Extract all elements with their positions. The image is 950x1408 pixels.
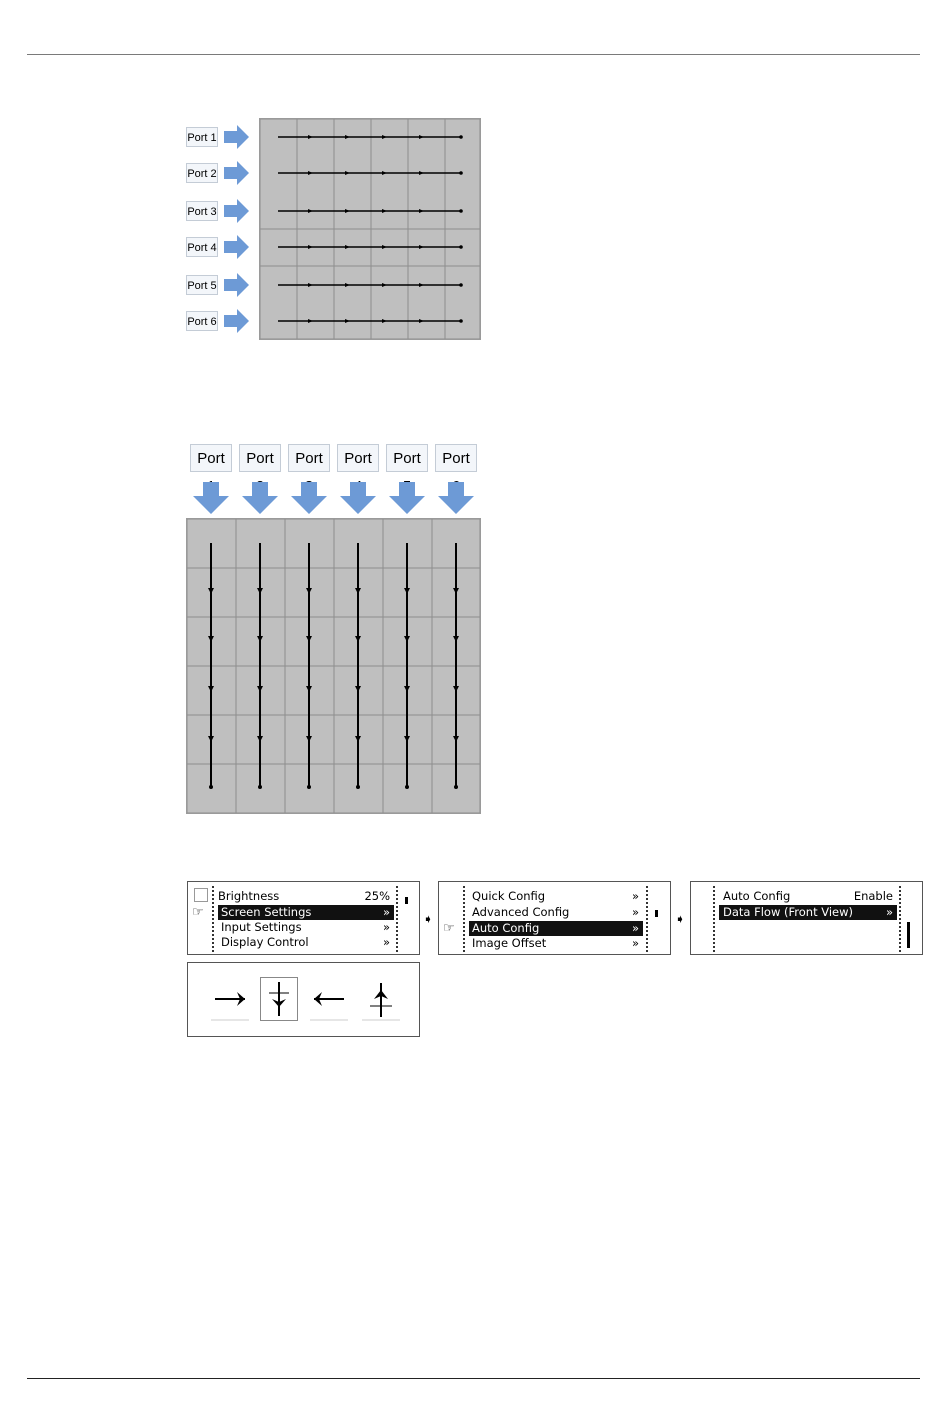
flow-end-dot <box>454 785 458 789</box>
port-label: Port 4 <box>186 237 218 257</box>
flow-arrowhead <box>308 245 313 249</box>
flow-arrowhead <box>345 283 350 287</box>
port-label: Port <box>288 444 330 472</box>
footer-rule <box>27 1378 920 1379</box>
flow-arrowhead <box>404 588 410 594</box>
flow-arrowhead <box>419 135 424 139</box>
flow-arrowhead <box>355 588 361 594</box>
flow-arrowhead <box>306 686 312 692</box>
flow-arrowhead <box>345 319 350 323</box>
flow-arrowhead <box>308 135 313 139</box>
menu-item-label: Quick Config <box>472 889 546 903</box>
right-dotted-border <box>899 886 901 952</box>
blue-down-arrow-icon <box>340 482 376 519</box>
right-arrow-icon[interactable] <box>211 977 249 1021</box>
flow-end-dot <box>307 785 311 789</box>
menu-item-value: Enable <box>853 889 893 903</box>
right-triangle-arrow-icon: ➧ <box>675 912 686 926</box>
blue-right-arrow-icon <box>224 125 250 154</box>
menu-item-value: 25% <box>364 889 390 903</box>
menu-item-label: Display Control <box>221 935 309 949</box>
chevron-right-icon: » <box>885 905 893 919</box>
flow-arrowhead <box>257 588 263 594</box>
menu-item-input-settings[interactable] <box>218 920 394 935</box>
port-label: Port 6 <box>186 311 218 331</box>
data-flow-direction-panel <box>187 962 420 1037</box>
menu-item-auto-config-enable[interactable] <box>719 889 897 904</box>
right-triangle-arrow-icon: ➧ <box>423 912 434 926</box>
flow-arrowhead <box>419 171 424 175</box>
menu-item-display-control[interactable] <box>218 935 394 950</box>
flow-arrowhead <box>382 135 387 139</box>
flow-arrowhead <box>345 209 350 213</box>
flow-arrowhead <box>257 686 263 692</box>
chevron-right-icon: » <box>631 936 639 950</box>
down-arrow-icon[interactable] <box>260 977 298 1021</box>
left-dotted-border <box>212 886 214 952</box>
scrollbar-thumb[interactable] <box>907 922 910 948</box>
menu-item-label: Screen Settings <box>221 905 312 919</box>
blue-down-arrow-icon <box>242 482 278 519</box>
blue-down-arrow-icon <box>389 482 425 519</box>
flow-arrowhead <box>355 736 361 742</box>
chevron-right-icon: » <box>382 920 390 934</box>
flow-arrowhead <box>419 283 424 287</box>
flow-end-dot <box>459 171 463 175</box>
flow-arrowhead <box>208 636 214 642</box>
pointing-hand-icon: ☞ <box>192 904 204 919</box>
menu-item-label: Brightness <box>218 889 280 903</box>
flow-end-dot <box>258 785 262 789</box>
checkbox-icon <box>194 888 208 902</box>
menu-item-label: Input Settings <box>221 920 302 934</box>
menu-item-image-offset[interactable] <box>469 936 643 951</box>
menu-screen-auto-config <box>690 881 923 955</box>
menu-item-label: Data Flow (Front View) <box>723 905 854 919</box>
port-label: Port <box>386 444 428 472</box>
flow-arrowhead <box>404 636 410 642</box>
menu-item-label: Auto Config <box>472 921 540 935</box>
flow-arrowhead <box>453 686 459 692</box>
flow-end-dot <box>209 785 213 789</box>
chevron-right-icon: » <box>382 905 390 919</box>
port-label: Port 5 <box>186 275 218 295</box>
flow-arrowhead <box>306 736 312 742</box>
flow-arrowhead <box>382 319 387 323</box>
blue-down-arrow-icon <box>193 482 229 519</box>
blue-right-arrow-icon <box>224 235 250 264</box>
menu-item-quick-config[interactable] <box>469 889 643 904</box>
port-label: Port 3 <box>186 201 218 221</box>
right-dotted-border <box>646 886 648 952</box>
flow-arrowhead <box>257 736 263 742</box>
blue-down-arrow-icon <box>438 482 474 519</box>
menu-screen-main <box>187 881 420 955</box>
chevron-right-icon: » <box>631 889 639 903</box>
flow-arrowhead <box>382 283 387 287</box>
flow-arrowhead <box>306 588 312 594</box>
flow-arrowhead <box>308 319 313 323</box>
flow-arrowhead <box>404 736 410 742</box>
menu-item-label: Image Offset <box>472 936 547 950</box>
flow-arrowhead <box>419 319 424 323</box>
flow-arrowhead <box>345 135 350 139</box>
flow-arrowhead <box>382 209 387 213</box>
left-arrow-icon[interactable] <box>310 977 348 1021</box>
menu-item-brightness[interactable] <box>218 889 394 904</box>
flow-end-dot <box>459 283 463 287</box>
left-dotted-border <box>463 886 465 952</box>
left-dotted-border <box>713 886 715 952</box>
flow-arrowhead <box>257 636 263 642</box>
flow-end-dot <box>459 135 463 139</box>
header-rule <box>27 54 920 55</box>
flow-end-dot <box>459 319 463 323</box>
flow-arrowhead <box>419 209 424 213</box>
vertical-cabinet-grid <box>186 518 481 814</box>
up-arrow-icon[interactable] <box>362 977 400 1021</box>
flow-arrowhead <box>308 283 313 287</box>
flow-end-dot <box>459 209 463 213</box>
flow-arrowhead <box>355 636 361 642</box>
flow-arrowhead <box>453 636 459 642</box>
flow-arrowhead <box>382 171 387 175</box>
flow-arrowhead <box>306 636 312 642</box>
blue-right-arrow-icon <box>224 161 250 190</box>
menu-item-label: Auto Config <box>723 889 791 903</box>
blue-right-arrow-icon <box>224 309 250 338</box>
menu-item-data-flow[interactable] <box>719 905 897 920</box>
blue-right-arrow-icon <box>224 273 250 302</box>
port-label: Port <box>190 444 232 472</box>
flow-arrowhead <box>419 245 424 249</box>
scrollbar-thumb[interactable] <box>405 897 408 904</box>
flow-arrowhead <box>208 588 214 594</box>
port-label: Port <box>239 444 281 472</box>
flow-arrowhead <box>208 686 214 692</box>
flow-arrowhead <box>308 171 313 175</box>
scrollbar-thumb[interactable] <box>655 910 658 917</box>
port-label: Port <box>435 444 477 472</box>
flow-arrowhead <box>404 686 410 692</box>
chevron-right-icon: » <box>631 905 639 919</box>
port-label: Port <box>337 444 379 472</box>
flow-end-dot <box>356 785 360 789</box>
flow-arrowhead <box>345 245 350 249</box>
port-label: Port 2 <box>186 163 218 183</box>
menu-item-auto-config[interactable] <box>469 921 643 936</box>
menu-screen-screen-settings <box>438 881 671 955</box>
blue-right-arrow-icon <box>224 199 250 228</box>
pointing-hand-icon: ☞ <box>443 920 455 935</box>
flow-arrowhead <box>345 171 350 175</box>
flow-arrowhead <box>308 209 313 213</box>
flow-arrowhead <box>382 245 387 249</box>
right-dotted-border <box>396 886 398 952</box>
flow-end-dot <box>459 245 463 249</box>
menu-item-screen-settings[interactable] <box>218 905 394 920</box>
menu-item-label: Advanced Config <box>472 905 570 919</box>
flow-arrowhead <box>453 736 459 742</box>
horizontal-cabinet-grid <box>259 118 481 340</box>
port-label: Port 1 <box>186 127 218 147</box>
flow-arrowhead <box>208 736 214 742</box>
blue-down-arrow-icon <box>291 482 327 519</box>
flow-arrowhead <box>453 588 459 594</box>
flow-arrowhead <box>355 686 361 692</box>
menu-item-advanced-config[interactable] <box>469 905 643 920</box>
flow-end-dot <box>405 785 409 789</box>
chevron-right-icon: » <box>631 921 639 935</box>
chevron-right-icon: » <box>382 935 390 949</box>
